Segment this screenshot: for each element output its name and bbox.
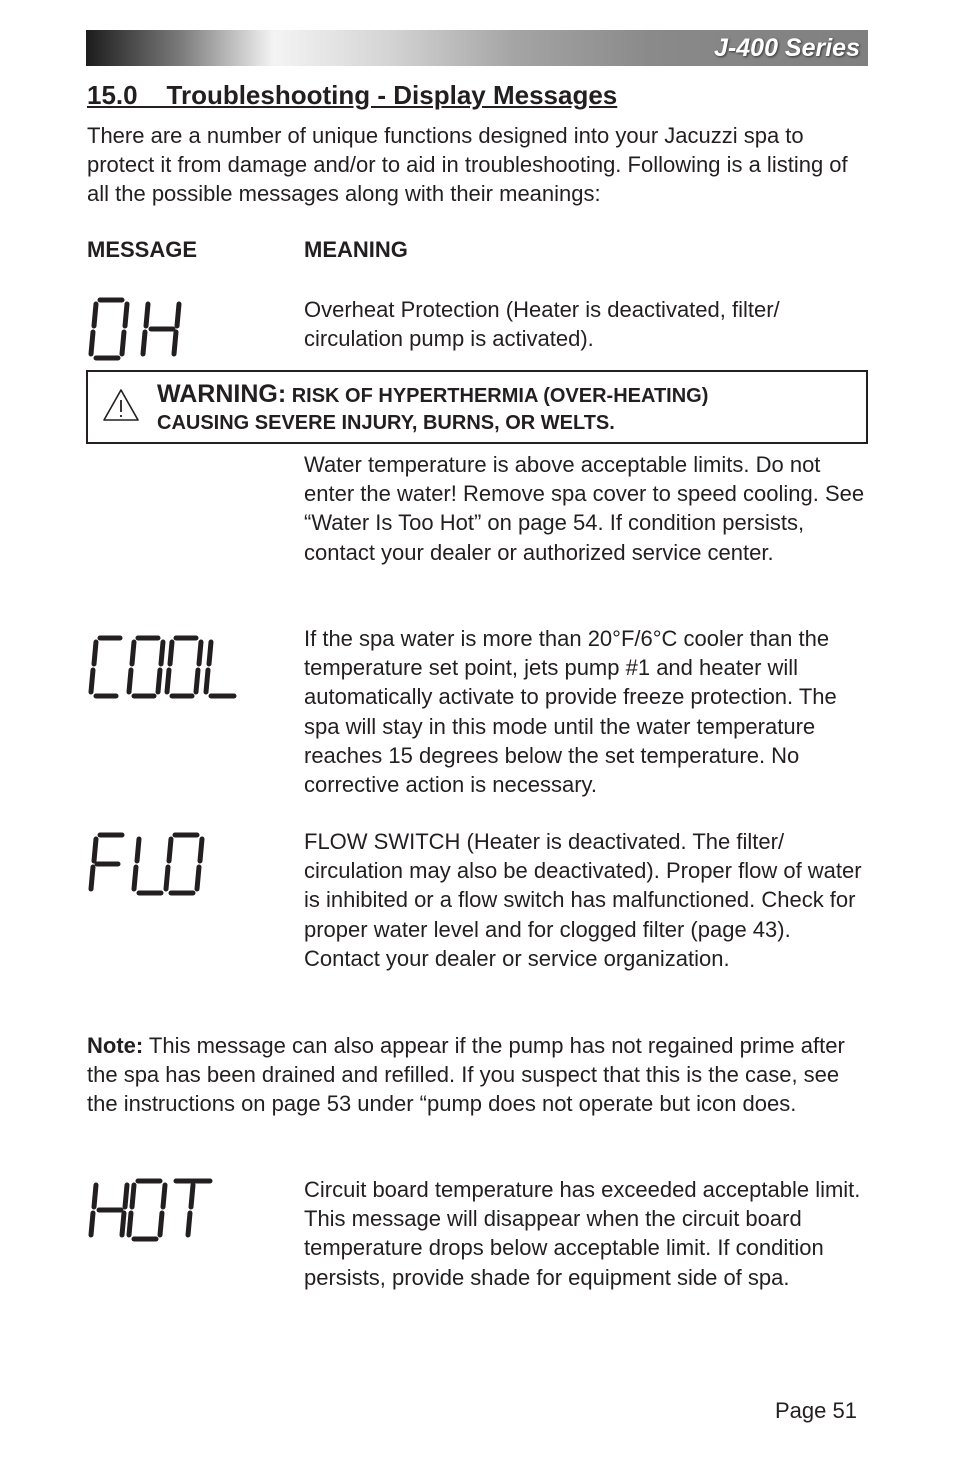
page-number: Page 51	[775, 1398, 857, 1423]
oh-display-code	[86, 296, 186, 362]
warning-text-2: CAUSING SEVERE INJURY, BURNS, OR WELTS.	[157, 412, 615, 434]
warning-text-1: RISK OF HYPERTHERMIA (OVER-HEATING)	[286, 385, 709, 407]
note-paragraph	[87, 1031, 867, 1119]
hot-meaning: Circuit board temperature has exceeded acceptable limit. This message will disappear when the circuit board temperature drops below acceptable limit. If condition persists, provide shade for equipment side of spa.	[304, 1177, 861, 1290]
section-title: 15.0 Troubleshooting - Display Messages	[87, 80, 618, 110]
header-bar	[86, 30, 868, 66]
warning-box	[86, 370, 868, 444]
intro-paragraph: There are a number of unique functions designed into your Jacuzzi spa to protect it from damage and/or to aid in troubleshooting. Following is a listing of all the possible messages along with their meanings:	[87, 123, 848, 207]
flo-display-code	[86, 831, 210, 897]
meaning-column-header: MEANING	[304, 237, 408, 262]
warning-triangle-icon	[102, 388, 140, 422]
cool-display-code	[86, 634, 240, 700]
warning-line-1	[157, 380, 708, 409]
oh-meaning: Overheat Protection (Heater is deactivated, filter/ circulation pump is activated).	[304, 297, 780, 352]
cool-meaning: If the spa water is more than 20°F/6°C cooler than the temperature set point, jets pump #1 and heater will automatically activate to provide freeze protection. The spa will stay in this mode until the water temperature reaches 15 degrees below the set temperature. No corrective action is necessary.	[304, 626, 837, 798]
flo-meaning: FLOW SWITCH (Heater is deactivated. The filter/ circulation may also be deactivated). Proper flow of water is inhibited or a flow switch has malfunctioned. Check for proper water level and for clogged filter (page 43). Contact your dealer or service organization.	[304, 829, 862, 971]
oh-extra-meaning: Water temperature is above acceptable limits. Do not enter the water! Remove spa cover to speed cooling. See “Water Is Too Hot” on page 54. If condition persists, contact your dealer or authorized service center.	[304, 452, 865, 565]
note-text: This message can also appear if the pump has not regained prime after the spa has been drained and refilled. If you suspect that this is the case, see the instructions on page 53 under “pump does not operate but icon does.	[87, 1033, 845, 1117]
message-column-header: MESSAGE	[87, 237, 198, 262]
note-label: Note:	[87, 1033, 144, 1058]
warning-label: WARNING:	[157, 380, 287, 408]
hot-display-code	[86, 1177, 214, 1243]
series-label: J-400 Series	[714, 34, 860, 62]
